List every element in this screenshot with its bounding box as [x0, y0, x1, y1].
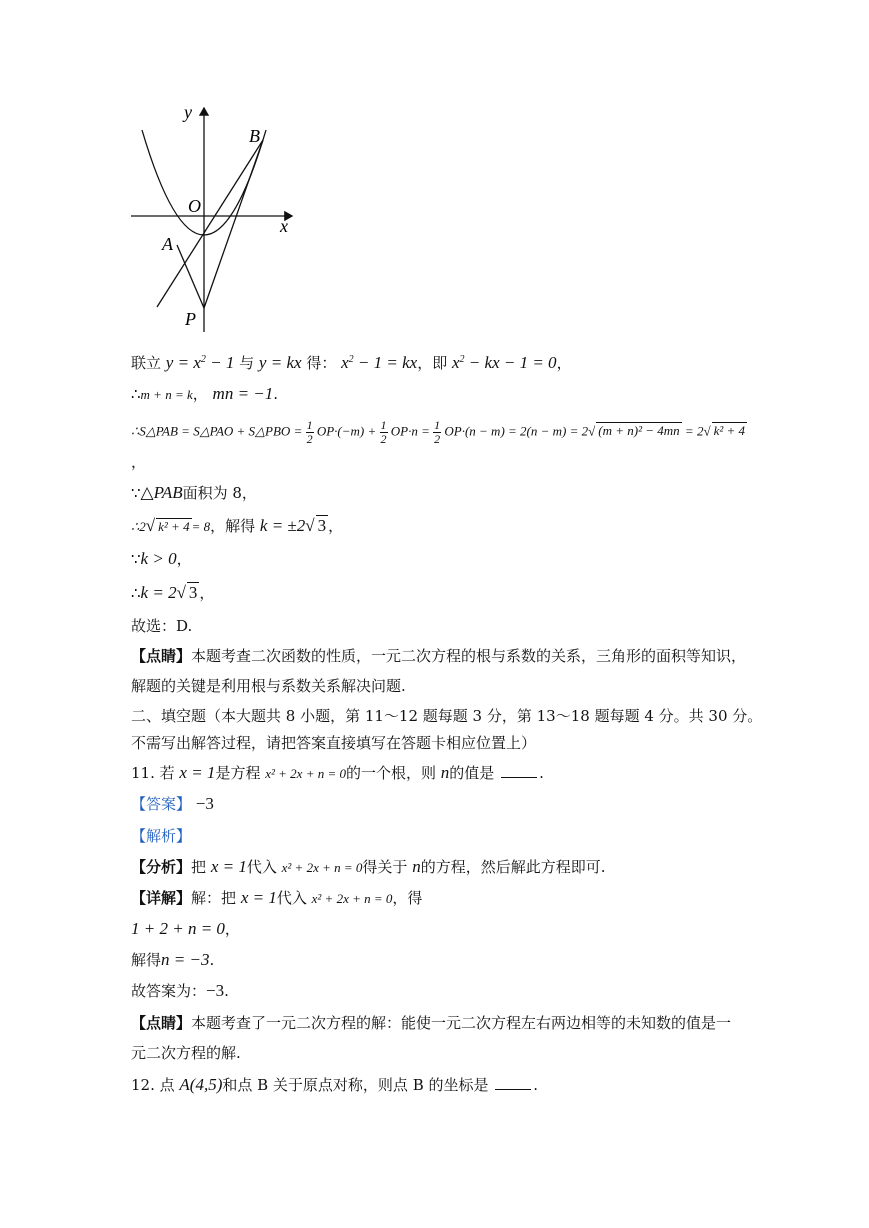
question-12	[131, 1075, 538, 1095]
text: .	[209, 951, 215, 969]
detail-equation	[131, 919, 240, 939]
text: 的一个根，则	[346, 764, 437, 782]
equation: x² + 2x + n = 0	[281, 860, 363, 875]
sqrt: k² + 4	[713, 423, 746, 439]
equation: △PAB	[140, 483, 183, 502]
equation: mn = −1	[212, 384, 274, 403]
equation: = 2	[684, 423, 704, 439]
detail-line	[131, 888, 422, 909]
answer-line	[131, 794, 214, 814]
solution-line-7	[131, 549, 192, 569]
equation: OP·(n − m) = 2(n − m) = 2	[444, 423, 589, 439]
text: 解：把	[191, 889, 237, 907]
text: 本题考查了一元二次方程的解：能使一元二次方程左右两边相等的未知数的值是一	[191, 1014, 732, 1032]
equation: k = 2	[140, 583, 177, 602]
text: ，即	[417, 354, 448, 372]
fraction: $\frac{1}{2}$	[306, 418, 313, 446]
text: 代入	[276, 889, 307, 907]
analysis-tag	[131, 826, 191, 846]
analysis-tag-label: 【分析】	[131, 858, 192, 876]
text: 解得	[131, 951, 162, 969]
therefore-symbol: ∴	[131, 584, 141, 602]
sqrt: 3	[317, 516, 327, 535]
answer-tag: 【答案】	[131, 795, 192, 813]
label-a: A	[162, 234, 173, 254]
text: 的方程，然后解此方程即可.	[420, 858, 606, 876]
text: ，	[199, 584, 215, 602]
text: 代入	[246, 858, 277, 876]
analysis-line	[131, 857, 605, 878]
answer-value: −3	[195, 794, 214, 813]
section-header-2: 不需写出解答过程，请把答案直接填写在答题卡相应位置上）	[131, 734, 537, 752]
text: 与	[239, 354, 255, 372]
solution-line-5	[131, 483, 257, 503]
text: ，得	[392, 889, 423, 907]
text: ，	[556, 354, 572, 372]
equation: $y = x^2 - 1$	[165, 353, 235, 372]
comment-tag: 【点睛】	[131, 647, 192, 665]
answer-choice: 故选：D.	[131, 617, 193, 635]
comment-line-2: 解题的关键是利用根与系数关系解决问题.	[131, 677, 406, 695]
equation: ∴S△PAB = S△PAO + S△PBO =	[131, 423, 303, 439]
variable: n	[412, 857, 421, 876]
equation: k > 0	[140, 549, 177, 568]
text: 面积为 8，	[182, 484, 257, 502]
solution-line-1	[131, 350, 572, 373]
label-p: P	[185, 309, 196, 329]
sqrt: 3	[188, 583, 198, 602]
text: 本题考查二次函数的性质，一元二次方程的根与系数的关系，三角形的面积等知识，	[191, 647, 747, 665]
label-x: x	[280, 216, 288, 236]
solution-line-6: ∴2√ k² + 4 = 8，解得 k = ±2√ 3 ，	[131, 516, 344, 535]
section-header-1: 二、填空题（本大题共 8 小题，第 11～12 题每题 3 分，第 13～18 题每题 4 分。共 30 分。	[131, 707, 763, 725]
equation: 1 + 2 + n = 0	[131, 919, 225, 938]
equation: OP·n =	[390, 423, 430, 439]
solution-line-2	[131, 384, 278, 405]
text: 把	[191, 858, 207, 876]
comment-line-1	[131, 646, 746, 666]
label-b: B	[249, 126, 260, 146]
comma-line: ，	[131, 453, 147, 471]
text: 联立	[131, 354, 162, 372]
equation: n = −3	[161, 950, 210, 969]
text: ，	[328, 517, 344, 535]
final-answer	[131, 981, 229, 1001]
text: 的值是	[449, 764, 495, 782]
variable: n	[440, 763, 450, 782]
text: .	[539, 764, 544, 782]
text: 是方程	[215, 764, 261, 782]
text: 和点 B 关于原点对称，则点 B 的坐标是	[222, 1076, 489, 1094]
because-symbol: ∵	[131, 484, 141, 502]
equation: ∴2	[131, 519, 146, 534]
parabola-figure	[127, 100, 307, 336]
equation: x = 1	[240, 888, 277, 907]
comment2-line-2: 元二次方程的解.	[131, 1044, 241, 1062]
answer-blank	[495, 1077, 531, 1090]
text: ，	[176, 550, 192, 568]
solution-line-8: ∴k = 2√ 3 ，	[131, 583, 215, 602]
label-o: O	[188, 196, 201, 216]
area-equation-line: ∴S△PAB = S△PAO + S△PBO = $\frac{1}{2}$ OP·(−m) + $\frac{1}{2}$ OP·n = $\frac{1}{2}$ OP·(n − m) = 2(n − m) = 2√ (m + n)² − 4mn = 2√ k² + 4	[131, 418, 746, 446]
text: 得关于	[362, 858, 408, 876]
text: 11. 若	[131, 764, 175, 782]
sqrt: k² + 4	[158, 519, 190, 534]
equation: x² + 2x + n = 0	[311, 891, 393, 906]
comment-tag: 【点睛】	[131, 1014, 192, 1032]
sqrt: (m + n)² − 4mn	[598, 423, 680, 439]
text: ，	[192, 385, 208, 403]
because-symbol: ∵	[131, 550, 141, 568]
equation: $x^2 - 1$ = kx	[341, 353, 418, 372]
line-ab	[157, 140, 263, 307]
equation: $x^2$ − kx − 1 = 0	[452, 353, 557, 372]
label-y: y	[184, 102, 192, 122]
comment2-line-1	[131, 1013, 731, 1033]
text: 12. 点	[131, 1076, 175, 1094]
answer-blank	[501, 765, 537, 778]
equation: x² + 2x + n = 0	[265, 766, 346, 781]
equation: x = 1	[210, 857, 247, 876]
equation: A(4,5)	[179, 1075, 223, 1094]
equation: OP·(−m) +	[316, 423, 377, 439]
analysis-label: 【解析】	[131, 827, 192, 845]
segment-pb	[204, 140, 263, 308]
fraction: $\frac{1}{2}$	[434, 418, 441, 446]
text: .	[273, 385, 279, 403]
equation: = 8	[191, 519, 211, 534]
text: .	[224, 982, 229, 1000]
detail-tag: 【详解】	[131, 889, 192, 907]
question-11	[131, 763, 544, 784]
text: 故答案为：	[131, 982, 207, 1000]
therefore-symbol: ∴	[131, 385, 141, 403]
text: ，	[224, 920, 240, 938]
fraction: $\frac{1}{2}$	[380, 418, 387, 446]
equation: y = kx	[258, 353, 302, 372]
equation: k = ±2	[259, 516, 306, 535]
equation: x = 1	[179, 763, 216, 782]
text: .	[533, 1076, 539, 1094]
text: 得：	[306, 354, 337, 372]
text: ，解得	[210, 517, 256, 535]
equation: m + n = k	[140, 387, 193, 402]
equation: −3	[206, 981, 225, 1000]
detail-result	[131, 950, 214, 970]
